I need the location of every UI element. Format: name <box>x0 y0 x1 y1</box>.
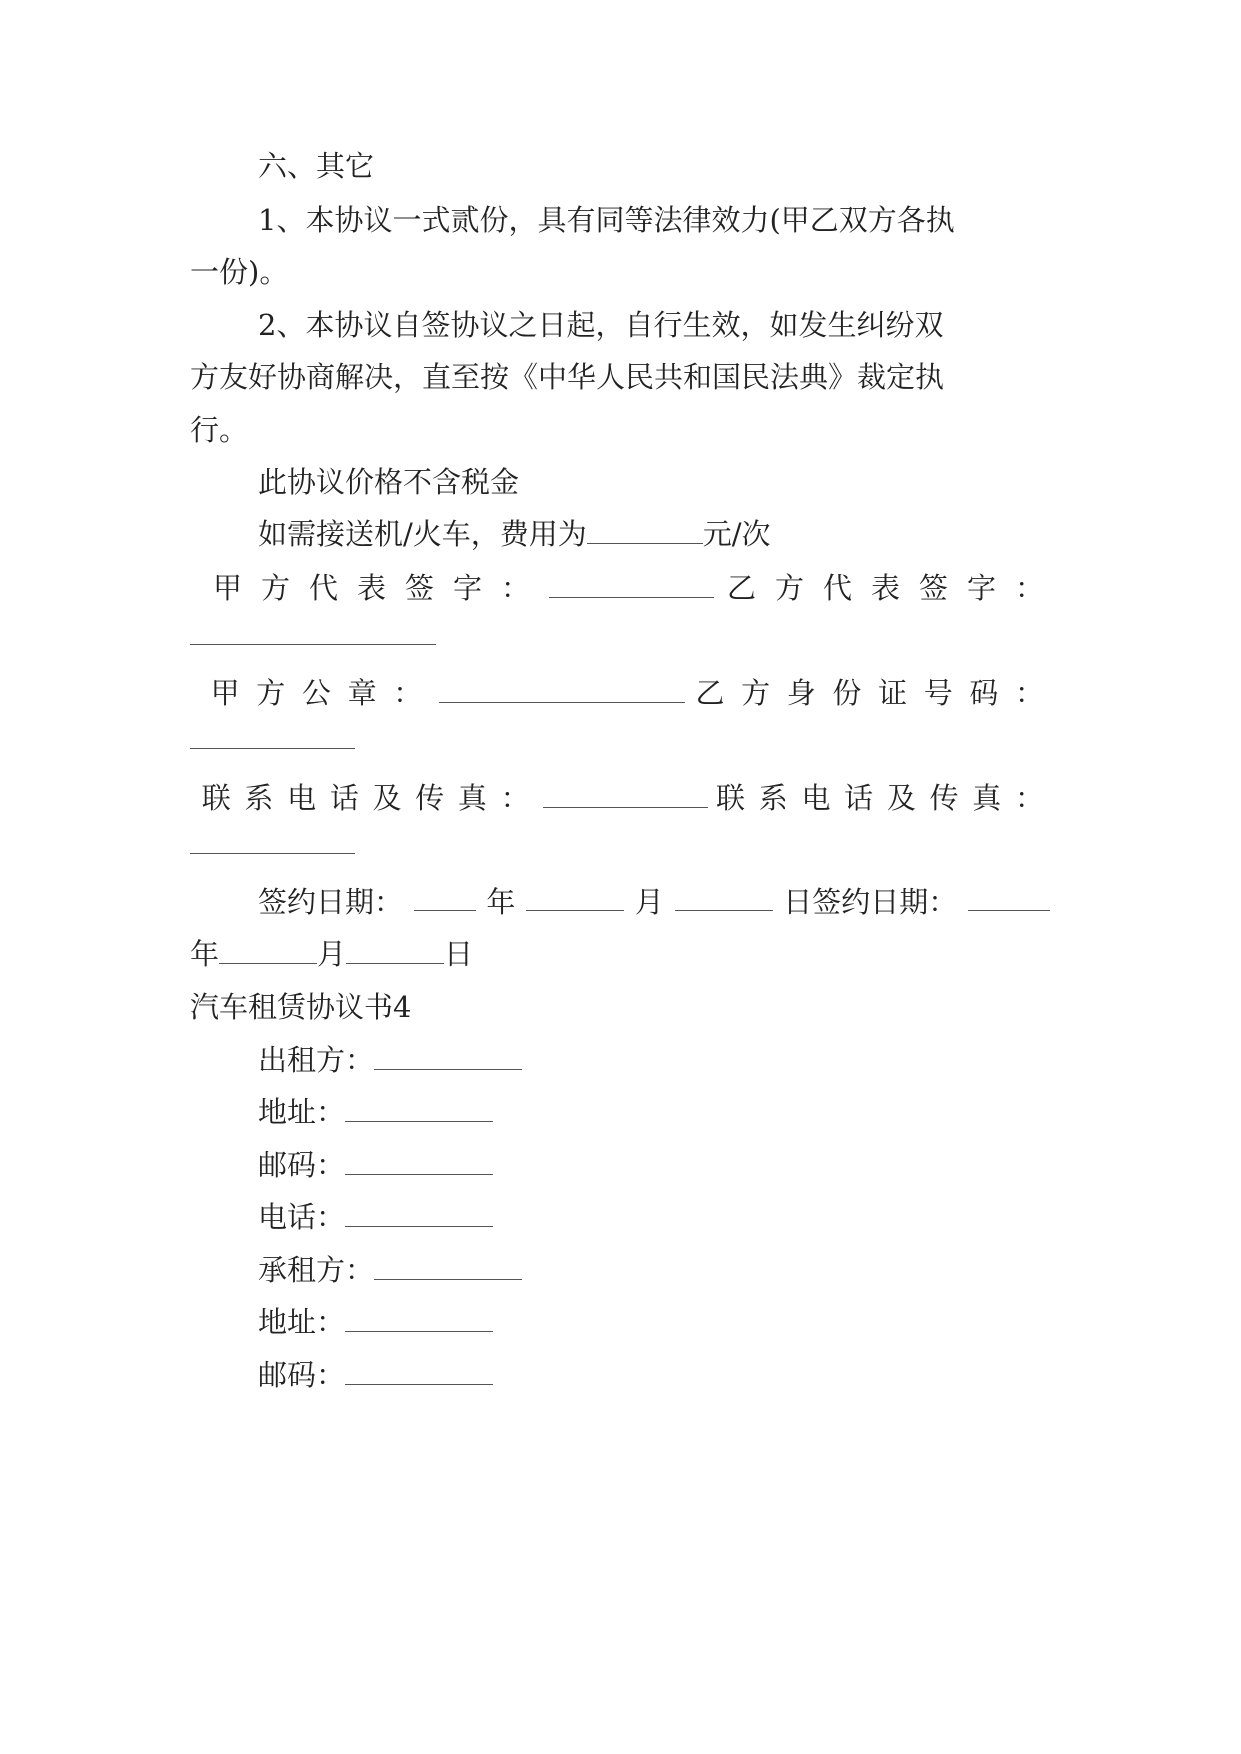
sign-date-year: 年 <box>486 885 516 919</box>
field-blank[interactable] <box>345 1146 493 1175</box>
party-a-seal-blank[interactable] <box>439 674 685 703</box>
pickup-fee-suffix: 元/次 <box>702 517 771 551</box>
field-label: 出租方： <box>258 1043 375 1077</box>
sign-date-line <box>258 882 1050 922</box>
sign-date-month-2: 月 <box>317 937 347 971</box>
field-blank[interactable] <box>345 1093 493 1122</box>
clause-2-line-2: 方友好协商解决，直至按《中华人民共和国民法典》裁定执 <box>190 360 945 394</box>
lessee-postcode-field <box>258 1355 493 1395</box>
signature-line <box>190 568 1050 608</box>
party-b-contact-blank[interactable] <box>190 853 355 854</box>
party-a-contact-blank[interactable] <box>543 779 708 808</box>
party-b-contact-label: 联系电话及传真： <box>708 781 1050 815</box>
field-blank[interactable] <box>374 1251 522 1280</box>
field-label: 地址： <box>258 1095 346 1129</box>
sign-date-month-blank[interactable] <box>526 882 624 911</box>
sign-date-month: 月 <box>634 885 664 919</box>
next-agreement-title: 汽车租赁协议书4 <box>190 990 412 1024</box>
contact-line <box>190 778 1050 818</box>
lessor-postcode-field <box>258 1145 493 1185</box>
pickup-fee-prefix: 如需接送机/火车，费用为 <box>258 517 587 551</box>
field-label: 承租方： <box>258 1253 375 1287</box>
sign-date-year-blank[interactable] <box>414 882 476 911</box>
field-blank[interactable] <box>374 1041 522 1070</box>
sign-date-year-2: 年 <box>190 937 220 971</box>
lessor-field <box>258 1040 522 1080</box>
lessor-phone-field <box>258 1197 493 1237</box>
clause-2-line-3: 行。 <box>190 413 249 447</box>
pickup-fee-line <box>258 514 771 554</box>
lessee-field <box>258 1250 522 1290</box>
lessee-address-field <box>258 1302 493 1342</box>
pickup-fee-blank[interactable] <box>587 515 703 544</box>
sign-date-day-end: 日 <box>444 937 474 971</box>
party-b-id-label: 乙方身份证号码： <box>684 676 1050 710</box>
party-b-day-blank[interactable] <box>346 935 444 964</box>
party-a-seal-label: 甲方公章： <box>200 676 439 710</box>
seal-line <box>190 673 1050 713</box>
field-label: 邮码： <box>258 1148 346 1182</box>
sign-date-line-2 <box>190 934 473 974</box>
party-b-rep-label: 乙方代表签字： <box>713 571 1050 605</box>
clause-1-line-2: 一份)。 <box>190 255 289 289</box>
party-b-year-blank[interactable] <box>968 882 1050 911</box>
field-blank[interactable] <box>345 1356 493 1385</box>
sign-date-day: 日签约日期： <box>783 885 958 919</box>
field-blank[interactable] <box>345 1198 493 1227</box>
field-label: 电话： <box>258 1200 346 1234</box>
party-b-month-blank[interactable] <box>219 935 317 964</box>
field-label: 邮码： <box>258 1358 346 1392</box>
party-a-rep-label: 甲方代表签字： <box>200 571 549 605</box>
party-b-id-blank[interactable] <box>190 748 355 749</box>
sign-date-label: 签约日期： <box>258 885 404 919</box>
party-a-rep-blank[interactable] <box>549 569 714 598</box>
tax-note: 此协议价格不含税金 <box>258 465 520 499</box>
party-b-rep-blank[interactable] <box>190 644 436 645</box>
lessor-address-field <box>258 1092 493 1132</box>
sign-date-day-blank[interactable] <box>675 882 773 911</box>
clause-1-line-1: 1、本协议一式贰份，具有同等法律效力(甲乙双方各执 <box>258 203 955 237</box>
party-a-contact-label: 联系电话及传真： <box>194 781 544 815</box>
field-blank[interactable] <box>345 1303 493 1332</box>
clause-2-line-1: 2、本协议自签协议之日起，自行生效，如发生纠纷双 <box>258 308 944 342</box>
field-label: 地址： <box>258 1305 346 1339</box>
section-heading: 六、其它 <box>258 149 375 183</box>
